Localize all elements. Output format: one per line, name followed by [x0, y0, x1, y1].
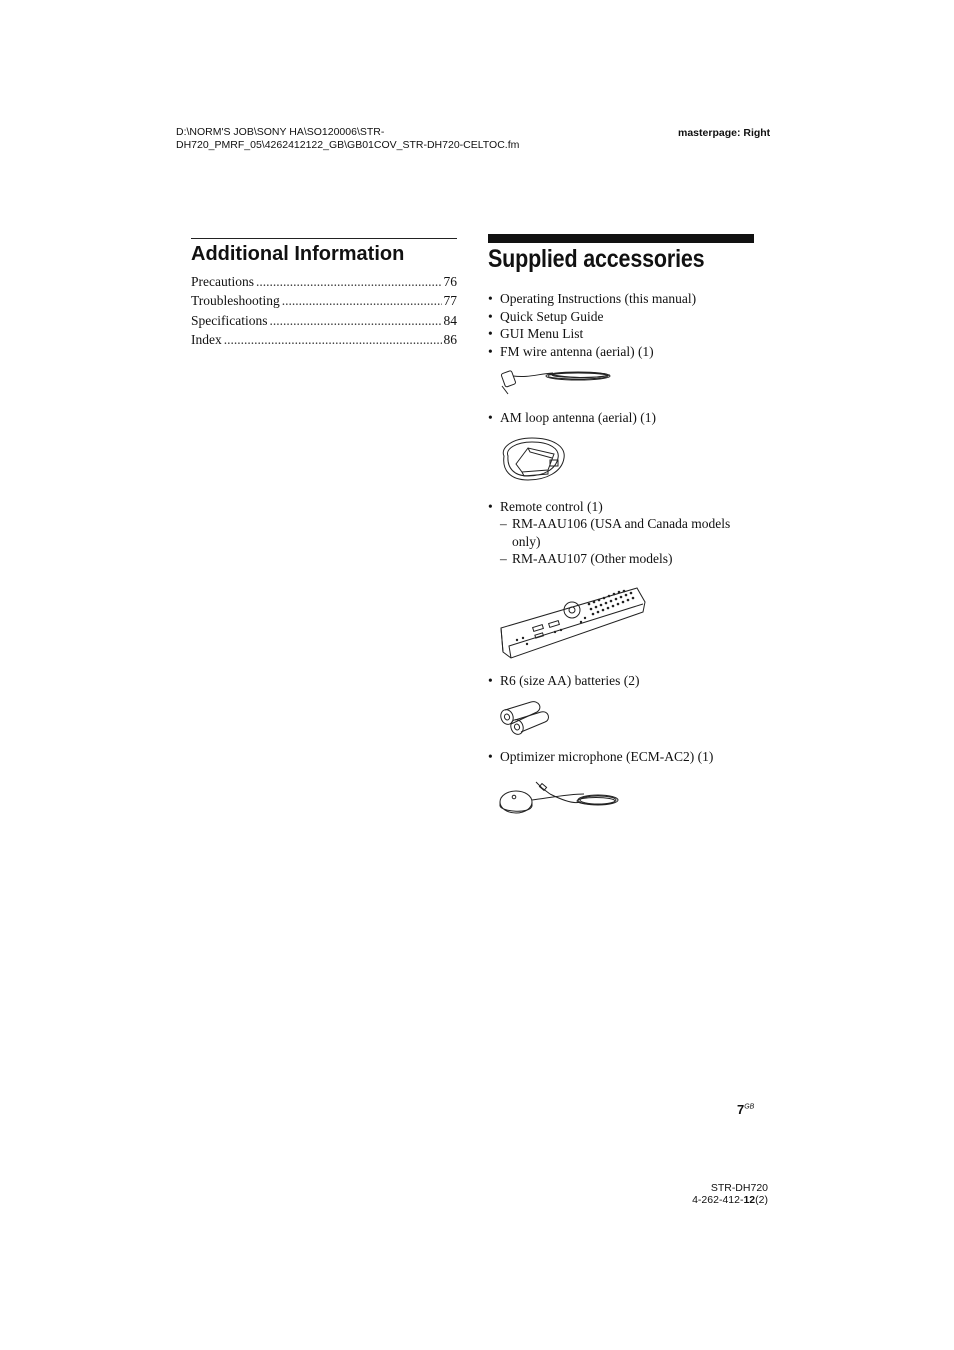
sub-item-rm-aau106	[500, 515, 730, 533]
toc-entry-page: 84	[443, 312, 457, 328]
list-item-operating-instructions	[488, 290, 696, 308]
file-path	[176, 126, 519, 152]
bullet: •	[488, 499, 493, 514]
toc-entry-page: 77	[443, 293, 457, 309]
dash: –	[500, 516, 507, 531]
section-title: Supplied accessories	[488, 245, 705, 273]
part-bold: 12	[743, 1194, 756, 1206]
bullet: •	[488, 291, 493, 306]
page-number	[737, 1102, 754, 1117]
list-item-text: Operating Instructions (this manual)	[500, 291, 697, 306]
toc-leader-dots	[269, 311, 441, 330]
remote-control-illustration	[497, 584, 647, 662]
toc-entry-index[interactable]	[191, 330, 457, 349]
toc-entry-precautions[interactable]	[191, 272, 457, 291]
list-item-text: FM wire antenna (aerial) (1)	[500, 344, 654, 359]
toc-entry-title: Troubleshooting	[191, 293, 280, 309]
list-item-text: R6 (size AA) batteries (2)	[500, 673, 640, 688]
model-name: STR-DH720	[710, 1182, 768, 1194]
sub-item-rm-aau107	[500, 550, 672, 568]
fm-antenna-illustration	[498, 364, 618, 398]
toc-entry-title: Specifications	[191, 312, 268, 328]
list-item-batteries	[488, 672, 639, 690]
toc-additional-information	[191, 238, 457, 349]
toc-leader-dots	[256, 272, 442, 291]
section-bar	[488, 234, 754, 243]
sub-item-text: RM-AAU106 (USA and Canada models	[512, 516, 731, 531]
list-item-text: Remote control (1)	[500, 499, 603, 514]
file-path-line-2: DH720_PMRF_05\4262412122_GB\GB01COV_STR-DH720-CELTOC.fm	[176, 139, 520, 151]
list-item-gui-menu-list	[488, 325, 583, 343]
toc-rule	[191, 238, 457, 239]
list-item-text: Quick Setup Guide	[500, 309, 604, 324]
dash: –	[500, 551, 507, 566]
masterpage-label: masterpage: Right	[678, 127, 771, 139]
toc-heading: Additional Information	[191, 243, 405, 265]
toc-leader-dots	[224, 330, 442, 349]
page-number-suffix: GB	[744, 1103, 755, 1111]
toc-entry-page: 86	[443, 331, 457, 347]
toc-entry-title: Precautions	[191, 274, 254, 289]
bullet: •	[488, 673, 493, 688]
part-prefix: 4-262-412-	[692, 1194, 744, 1206]
bullet: •	[488, 326, 493, 341]
toc-entry-specifications[interactable]	[191, 311, 457, 330]
optimizer-microphone-illustration	[498, 776, 622, 818]
list-item-text: AM loop antenna (aerial) (1)	[500, 410, 656, 425]
toc-entry-title: Index	[191, 331, 222, 347]
file-path-line-1: D:\NORM'S JOB\SONY HA\SO120006\STR-	[176, 126, 385, 138]
bullet: •	[488, 344, 493, 359]
list-item-remote-control	[488, 498, 603, 516]
part-suffix: (2)	[755, 1194, 768, 1206]
model-info	[686, 1182, 768, 1206]
toc-entry-troubleshooting[interactable]	[191, 291, 457, 310]
list-item-text: Optimizer microphone (ECM-AC2) (1)	[500, 749, 714, 764]
toc-leader-dots	[282, 291, 442, 310]
toc-entry-page: 76	[443, 274, 457, 289]
list-item-am-antenna	[488, 409, 656, 427]
sub-item-rm-aau106-cont: only)	[512, 534, 541, 549]
list-item-fm-antenna	[488, 343, 654, 361]
batteries-illustration	[497, 698, 551, 736]
list-item-quick-setup-guide	[488, 308, 604, 326]
am-loop-antenna-illustration	[498, 434, 570, 484]
page-number-value: 7	[737, 1102, 745, 1117]
part-number	[686, 1194, 768, 1206]
list-item-text: GUI Menu List	[500, 326, 584, 341]
bullet: •	[488, 309, 493, 324]
bullet: •	[488, 410, 493, 425]
sub-item-text: RM-AAU107 (Other models)	[512, 551, 673, 566]
list-item-optimizer-microphone	[488, 748, 713, 766]
bullet: •	[488, 749, 493, 764]
